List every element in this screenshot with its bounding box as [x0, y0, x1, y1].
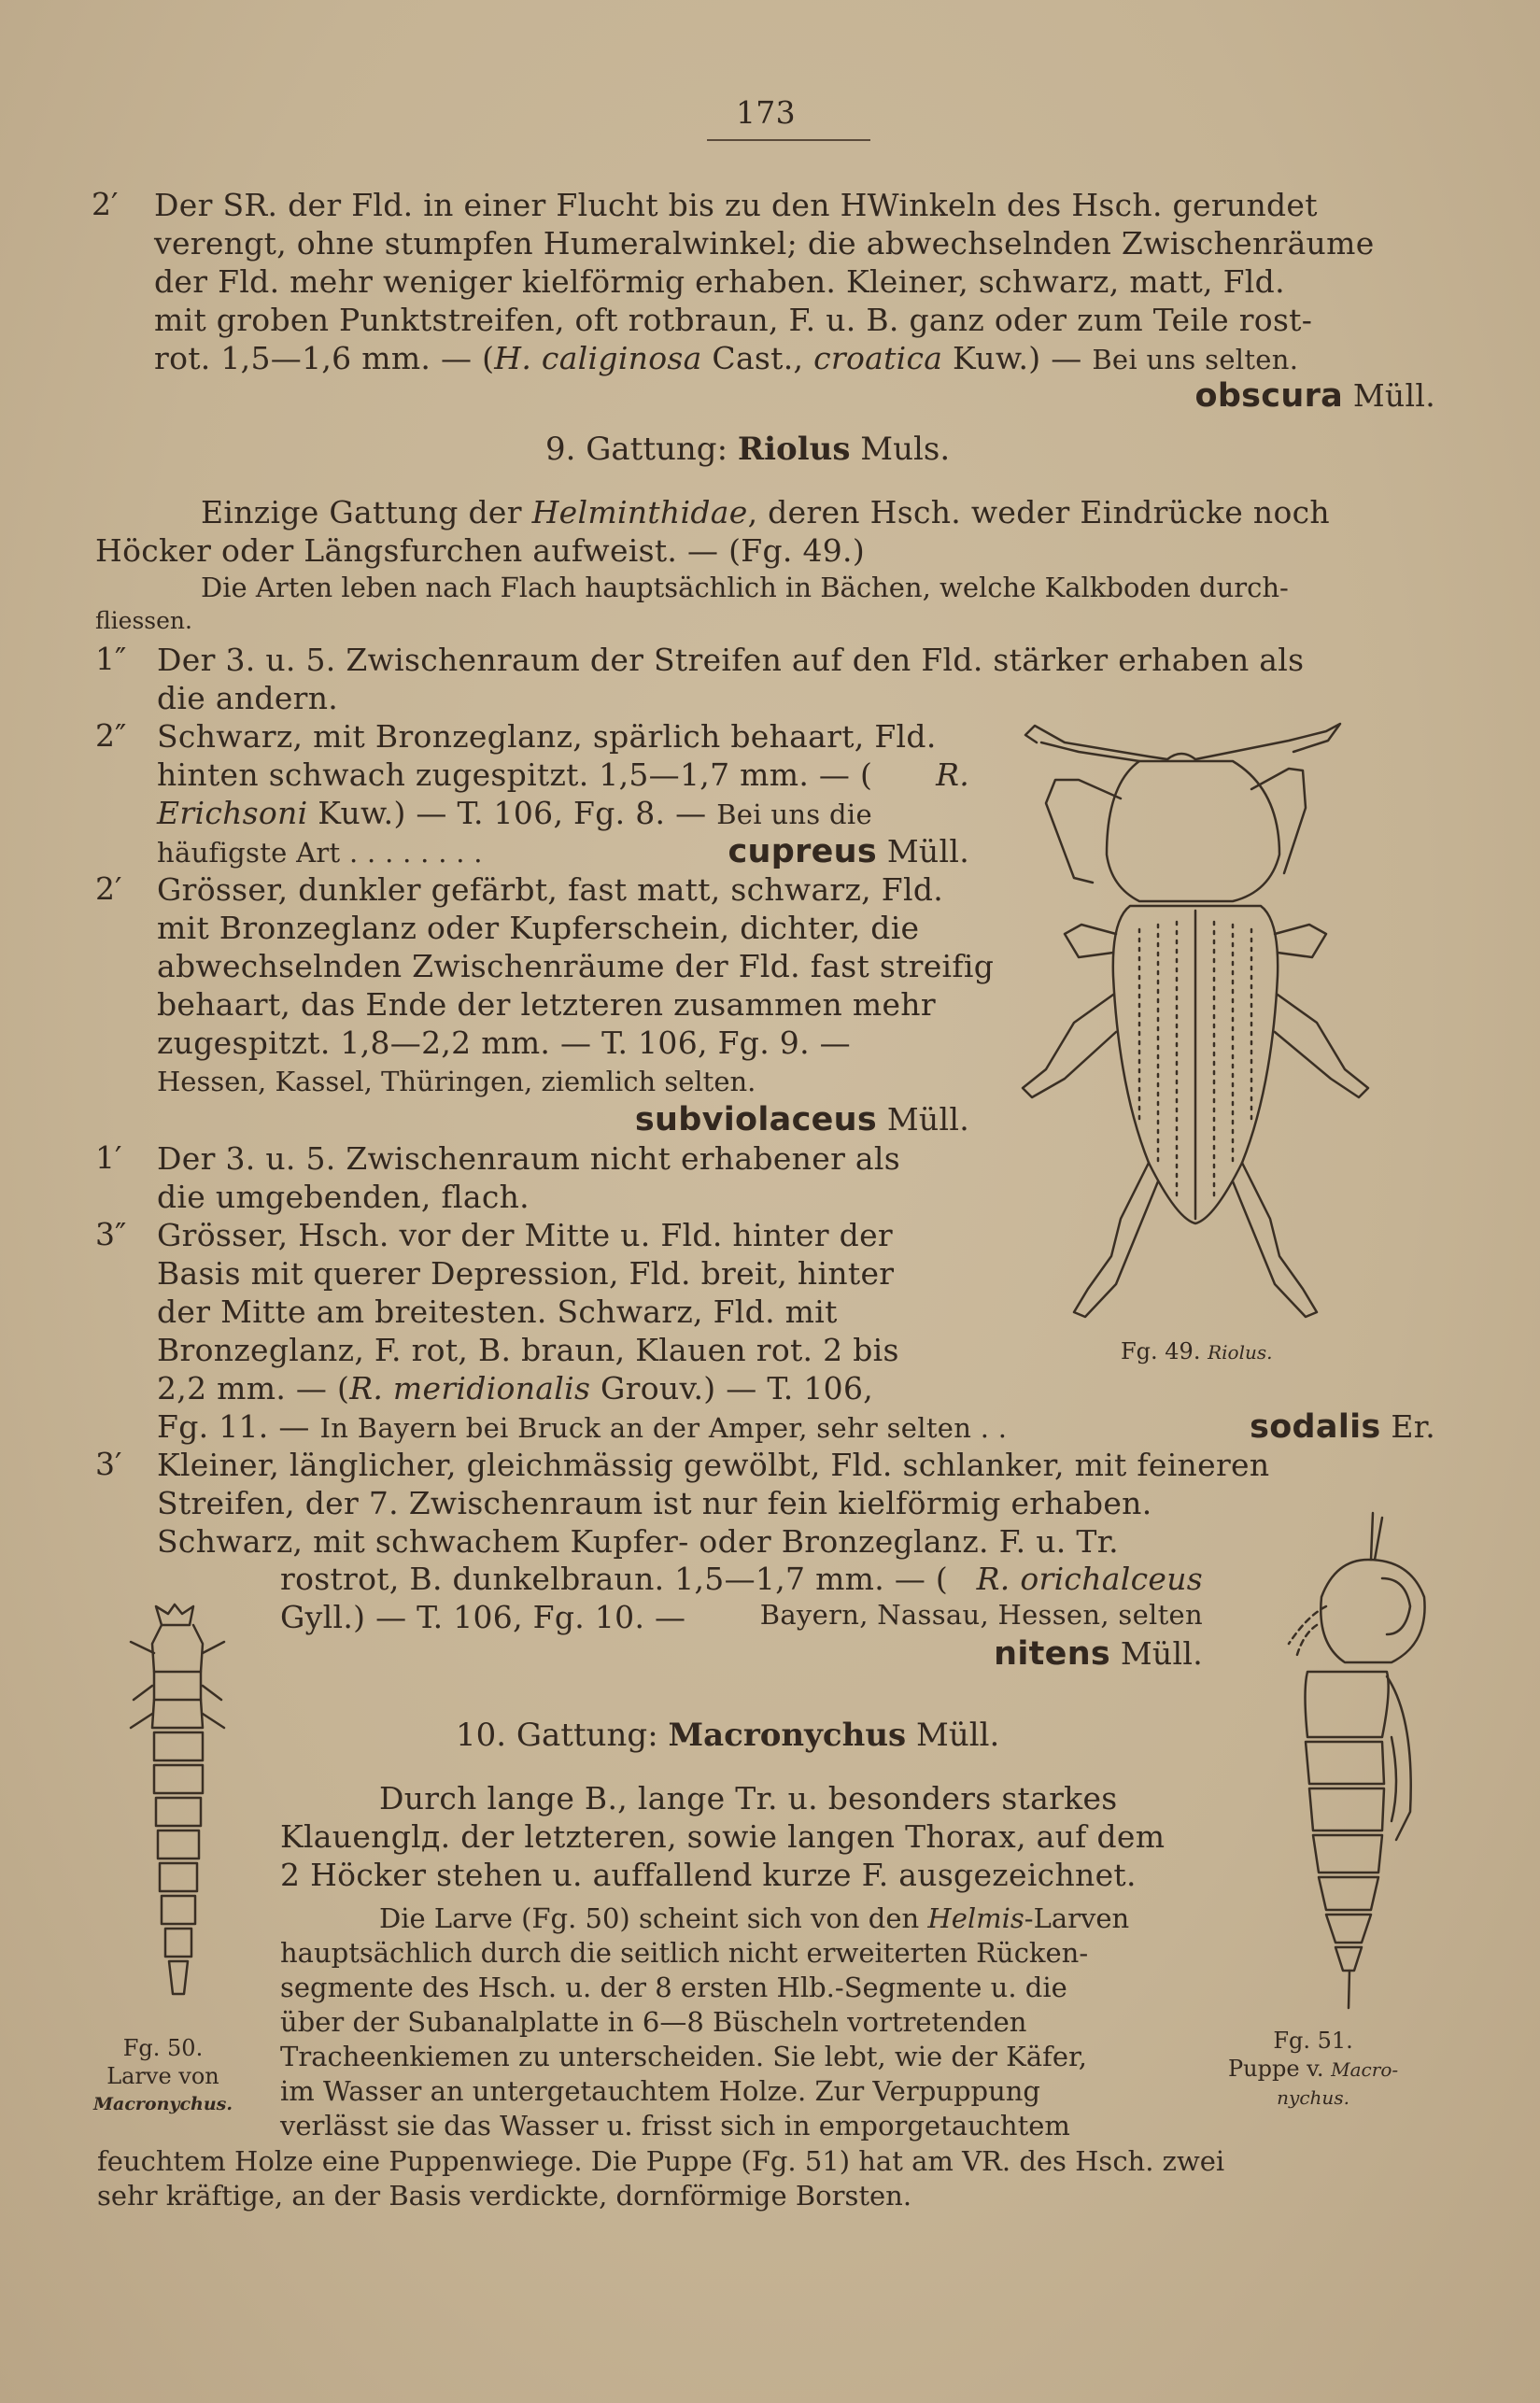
text-line: behaart, das Ende der letzteren zusammen mehr	[157, 986, 936, 1023]
macronychus-pupa-illustration	[1251, 1504, 1438, 2027]
text-line: Schwarz, mit schwachem Kupfer- oder Bronzeglanz. F. u. Tr.	[157, 1523, 1119, 1560]
text-line: Einzige Gattung der Helminthidae, deren Hsch. weder Eindrücke noch	[201, 494, 1330, 530]
text-line: Basis mit querer Depression, Fld. breit, hinter	[157, 1255, 895, 1292]
text-line: Klauenglд. der letzteren, sowie langen Thorax, auf dem	[280, 1818, 1166, 1855]
text-line: Kleiner, länglicher, gleichmässig gewölbt, Fld. schlanker, mit feineren	[157, 1447, 1270, 1483]
text-line: über der Subanalplatte in 6—8 Büscheln vortretenden	[280, 2006, 1027, 2038]
macronychus-larva-illustration	[117, 1597, 238, 2027]
species-line: subviolaceus Müll.	[634, 1101, 969, 1138]
text-line: Höcker oder Längsfurchen aufweist. — (Fg. 49.)	[95, 532, 866, 569]
text-line: Hessen, Kassel, Thüringen, ziemlich selten.	[157, 1066, 756, 1097]
text-line: mit Bronzeglanz oder Kupferschein, dichter, die	[157, 910, 920, 946]
text-line: Der 3. u. 5. Zwischenraum der Streifen auf den Fld. stärker erhaben als	[157, 642, 1305, 678]
text-line: Die Arten leben nach Flach hauptsächlich in Bächen, welche Kalkboden durch-	[201, 572, 1289, 603]
figure-caption: Fg. 51. Puppe v. Macro- nychus.	[1228, 2028, 1399, 2109]
couplet-marker: 1′	[95, 1139, 122, 1176]
riolus-beetle-illustration	[1009, 714, 1429, 1331]
genus-heading: 9. Gattung: Riolus Muls.	[545, 431, 951, 468]
text-line: Bronzeglanz, F. rot, B. braun, Klauen rot. 2 bis	[157, 1332, 899, 1368]
text-line: abwechselnden Zwischenräume der Fld. fast streifig	[157, 948, 995, 984]
text-line: verlässt sie das Wasser u. frisst sich in emporgetauchtem	[280, 2110, 1070, 2141]
text-line: Der 3. u. 5. Zwischenraum nicht erhabener als	[157, 1140, 900, 1177]
text-line: feuchtem Holze eine Puppenwiege. Die Puppe (Fg. 51) hat am VR. des Hsch. zwei	[97, 2145, 1225, 2177]
text-line: Gyll.) — T. 106, Fg. 10. — Bayern, Nassau, Hessen, selten	[280, 1599, 1203, 1635]
text-line: mit groben Punktstreifen, oft rotbraun, F. u. B. ganz oder zum Teile rost-	[154, 302, 1313, 338]
text-line: rostrot, B. dunkelbraun. 1,5—1,7 mm. — ( R. orichalceus	[280, 1561, 1203, 1597]
text-line: häufigste Art . . . . . . . . cupreus Müll.	[157, 833, 969, 870]
text-line: rot. 1,5—1,6 mm. — (H. caliginosa Cast., croatica Kuw.) — Bei uns selten.	[154, 340, 1299, 376]
couplet-marker: 2″	[95, 717, 127, 754]
couplet-marker: 2′	[95, 870, 122, 907]
text-line: Schwarz, mit Bronzeglanz, spärlich behaart, Fld.	[157, 718, 937, 755]
species-name: sodalis	[1250, 1408, 1381, 1446]
text-line: im Wasser an untergetauchtem Holze. Zur Verpuppung	[280, 2075, 1040, 2107]
text-line: 2,2 mm. — (R. meridionalis Grouv.) — T. 106,	[157, 1370, 874, 1406]
text-line: die umgebenden, flach.	[157, 1179, 530, 1215]
couplet-marker: 3′	[95, 1446, 122, 1482]
text-line: der Fld. mehr weniger kielförmig erhaben. Kleiner, schwarz, matt, Fld.	[154, 263, 1285, 300]
couplet-marker: 2′	[92, 186, 119, 222]
text-line: sehr kräftige, an der Basis verdickte, dornförmige Borsten.	[97, 2180, 912, 2212]
text-line: zugespitzt. 1,8—2,2 mm. — T. 106, Fg. 9. —	[157, 1025, 851, 1061]
text-line: fliessen.	[95, 607, 192, 634]
text-line: Der SR. der Fld. in einer Flucht bis zu den HWinkeln des Hsch. gerundet	[154, 187, 1318, 223]
text-line: segmente des Hsch. u. der 8 ersten Hlb.-Segmente u. die	[280, 1972, 1067, 2003]
text-line: hauptsächlich durch die seitlich nicht erweiterten Rücken-	[280, 1937, 1089, 1969]
couplet-marker: 3″	[95, 1216, 127, 1252]
text-line: Tracheenkiemen zu unterscheiden. Sie lebt, wie der Käfer,	[280, 2041, 1087, 2072]
text-line: Fg. 11. — In Bayern bei Bruck an der Amper, sehr selten . . sodalis Er.	[157, 1408, 1435, 1446]
text-line: verengt, ohne stumpfen Humeralwinkel; die abwechselnden Zwischenräume	[154, 225, 1375, 262]
text-line: hinten schwach zugespitzt. 1,5—1,7 mm. — ( R.	[157, 756, 969, 793]
couplet-marker: 1″	[95, 641, 127, 677]
text-line: die andern.	[157, 680, 339, 716]
genus-heading: 10. Gattung: Macronychus Müll.	[456, 1717, 1000, 1754]
text-line: Grösser, dunkler gefärbt, fast matt, schwarz, Fld.	[157, 871, 944, 908]
species-line: obscura Müll.	[1194, 377, 1435, 415]
species-name: subviolaceus	[634, 1101, 878, 1138]
text-line: Die Larve (Fg. 50) scheint sich von den Helmis-Larven	[379, 1902, 1130, 1934]
text-line: Erichsoni Kuw.) — T. 106, Fg. 8. — Bei uns die	[157, 795, 872, 831]
figure-caption: Fg. 50. Larve von Macronychus.	[93, 2035, 233, 2114]
figure-caption: Fg. 49. Riolus.	[1121, 1338, 1273, 1364]
text-line: Grösser, Hsch. vor der Mitte u. Fld. hinter der	[157, 1217, 893, 1253]
text-line: der Mitte am breitesten. Schwarz, Fld. mit	[157, 1293, 838, 1330]
page-number: 173	[736, 94, 796, 131]
text-line: 2 Höcker stehen u. auffallend kurze F. ausgezeichnet.	[280, 1857, 1137, 1893]
text-line: Durch lange B., lange Tr. u. besonders starkes	[379, 1780, 1118, 1816]
species-name: nitens	[994, 1635, 1111, 1673]
header-rule	[707, 139, 870, 141]
species-name: obscura	[1194, 377, 1344, 415]
text-line: Streifen, der 7. Zwischenraum ist nur fein kielförmig erhaben.	[157, 1485, 1152, 1521]
species-line: nitens Müll.	[994, 1635, 1203, 1673]
species-name: cupreus	[728, 833, 878, 870]
